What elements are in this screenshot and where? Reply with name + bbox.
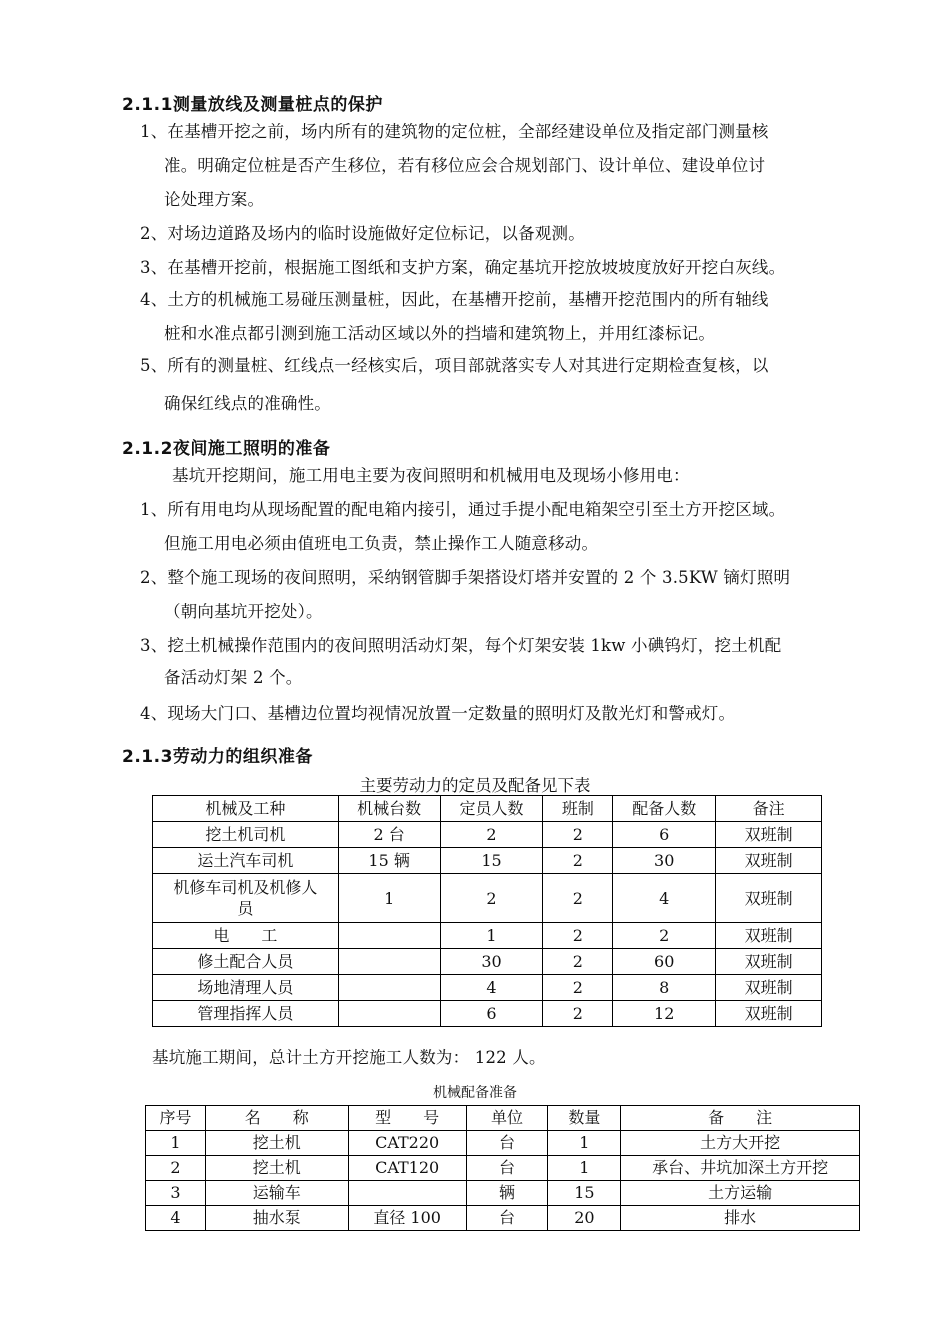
table-cell: 电 工	[153, 923, 339, 949]
table-cell: 1	[548, 1156, 621, 1181]
table-cell	[338, 975, 440, 1001]
table-header-cell: 序号	[146, 1106, 206, 1131]
machine-table	[145, 1105, 860, 1231]
section-heading-2-1-2: 2.1.2夜间施工照明的准备	[122, 439, 331, 459]
table-header-cell: 备注	[716, 796, 822, 822]
table-cell: 2	[613, 923, 716, 949]
table-cell: 6	[613, 822, 716, 848]
table-cell: 1	[146, 1131, 206, 1156]
table-cell: 双班制	[716, 822, 822, 848]
table-header-cell: 机械及工种	[153, 796, 339, 822]
table-row	[146, 1131, 860, 1156]
table-cell: 1	[548, 1131, 621, 1156]
table-row	[146, 1181, 860, 1206]
table-cell: 土方大开挖	[621, 1131, 860, 1156]
table-header-cell: 班制	[543, 796, 613, 822]
table-cell: 2	[543, 874, 613, 923]
table-cell: 2	[543, 848, 613, 874]
table-row	[153, 848, 822, 874]
paragraph-line: 2、对场边道路及场内的临时设施做好定位标记，以备观测。	[140, 224, 585, 243]
table-cell: 台	[466, 1156, 548, 1181]
table-cell	[338, 949, 440, 975]
table-cell: 4	[146, 1206, 206, 1231]
table-cell: 挖土机	[205, 1131, 348, 1156]
table-row	[146, 1156, 860, 1181]
table-cell: 6	[440, 1001, 543, 1027]
table-cell: 2	[543, 949, 613, 975]
table-header-cell: 定员人数	[440, 796, 543, 822]
table-cell: 台	[466, 1206, 548, 1231]
table-cell: 辆	[466, 1181, 548, 1206]
table-header-cell: 单位	[466, 1106, 548, 1131]
paragraph-line: 准。明确定位桩是否产生移位，若有移位应会合规划部门、设计单位、建设单位讨	[164, 156, 766, 175]
paragraph-line: （朝向基坑开挖处）。	[164, 602, 323, 621]
table-row	[153, 1001, 822, 1027]
paragraph-line: 但施工用电必须由值班电工负责，禁止操作工人随意移动。	[164, 534, 599, 553]
paragraph-line: 桩和水准点都引测到施工活动区域以外的挡墙和建筑物上，并用红漆标记。	[164, 324, 716, 343]
table-cell: 15	[440, 848, 543, 874]
table-cell: 2	[543, 1001, 613, 1027]
table-header-cell: 机械台数	[338, 796, 440, 822]
table-cell: CAT220	[348, 1131, 466, 1156]
paragraph-line: 1、所有用电均从现场配置的配电箱内接引，通过手提小配电箱架空引至土方开挖区域。	[140, 500, 786, 519]
table-cell: 12	[613, 1001, 716, 1027]
table-cell: 双班制	[716, 874, 822, 923]
table-cell: 2	[543, 923, 613, 949]
paragraph-line: 2、整个施工现场的夜间照明，采纳钢管脚手架搭设灯塔并安置的 2 个 3.5KW 镝灯照明	[140, 568, 791, 587]
table-cell: 双班制	[716, 848, 822, 874]
section-heading-2-1-3: 2.1.3劳动力的组织准备	[122, 747, 313, 767]
table-cell	[348, 1181, 466, 1206]
table-row	[153, 822, 822, 848]
table-header-cell: 数量	[548, 1106, 621, 1131]
table-cell: 台	[466, 1131, 548, 1156]
table-cell: 运输车	[205, 1181, 348, 1206]
table-cell	[338, 1001, 440, 1027]
paragraph-line: 5、所有的测量桩、红线点一经核实后，项目部就落实专人对其进行定期检查复核，以	[140, 356, 769, 375]
table-cell: 15 辆	[338, 848, 440, 874]
table-cell: 1	[440, 923, 543, 949]
table-header-cell: 名 称	[205, 1106, 348, 1131]
paragraph-line: 3、挖土机械操作范围内的夜间照明活动灯架，每个灯架安装 1kw 小碘钨灯，挖土机配	[140, 636, 782, 655]
table-cell: 机修车司机及机修人员	[153, 874, 339, 923]
table-cell: 30	[440, 949, 543, 975]
table-cell: 15	[548, 1181, 621, 1206]
paragraph-line: 1、在基槽开挖之前，场内所有的建筑物的定位桩，全部经建设单位及指定部门测量核	[140, 122, 769, 141]
paragraph-line: 3、在基槽开挖前，根据施工图纸和支护方案，确定基坑开挖放坡坡度放好开挖白灰线。	[140, 258, 786, 277]
table-cell: 60	[613, 949, 716, 975]
table-header-row	[153, 796, 822, 822]
table-header-cell: 配备人数	[613, 796, 716, 822]
table-cell: 承台、井坑加深土方开挖	[621, 1156, 860, 1181]
table-cell: 2	[146, 1156, 206, 1181]
table-cell: 2	[440, 874, 543, 923]
table-cell: 运土汽车司机	[153, 848, 339, 874]
total-workers-text: 基坑施工期间，总计土方开挖施工人数为： 122 人。	[152, 1048, 546, 1067]
table-row	[146, 1206, 860, 1231]
table-cell: 双班制	[716, 975, 822, 1001]
table-cell: 双班制	[716, 1001, 822, 1027]
table-cell: 4	[440, 975, 543, 1001]
table-cell: 1	[338, 874, 440, 923]
labor-table	[152, 795, 822, 1027]
table-cell: CAT120	[348, 1156, 466, 1181]
table-cell: 修土配合人员	[153, 949, 339, 975]
machine-table-caption: 机械配备准备	[433, 1085, 517, 1101]
table-cell: 双班制	[716, 949, 822, 975]
table-row	[153, 923, 822, 949]
table-cell: 2	[543, 975, 613, 1001]
section-heading-2-1-1: 2.1.1测量放线及测量桩点的保护	[122, 95, 383, 115]
table-cell: 土方运输	[621, 1181, 860, 1206]
labor-table-caption: 主要劳动力的定员及配备见下表	[359, 776, 591, 795]
table-cell: 抽水泵	[205, 1206, 348, 1231]
table-cell: 挖土机司机	[153, 822, 339, 848]
table-header-cell: 备 注	[621, 1106, 860, 1131]
table-cell: 8	[613, 975, 716, 1001]
table-cell: 场地清理人员	[153, 975, 339, 1001]
table-row	[153, 975, 822, 1001]
table-cell: 2 台	[338, 822, 440, 848]
table-cell: 管理指挥人员	[153, 1001, 339, 1027]
paragraph-line: 4、现场大门口、基槽边位置均视情况放置一定数量的照明灯及散光灯和警戒灯。	[140, 704, 736, 723]
table-cell	[338, 923, 440, 949]
paragraph-line: 论处理方案。	[164, 190, 265, 209]
table-cell: 20	[548, 1206, 621, 1231]
paragraph-line: 备活动灯架 2 个。	[164, 668, 303, 687]
paragraph-line: 4、土方的机械施工易碰压测量桩，因此，在基槽开挖前，基槽开挖范围内的所有轴线	[140, 290, 769, 309]
table-cell: 30	[613, 848, 716, 874]
paragraph-line: 基坑开挖期间，施工用电主要为夜间照明和机械用电及现场小修用电：	[172, 466, 690, 485]
paragraph-line: 确保红线点的准确性。	[164, 394, 331, 413]
table-cell: 2	[440, 822, 543, 848]
table-cell: 2	[543, 822, 613, 848]
table-cell: 双班制	[716, 923, 822, 949]
table-header-cell: 型 号	[348, 1106, 466, 1131]
table-header-row	[146, 1106, 860, 1131]
table-cell: 3	[146, 1181, 206, 1206]
table-cell: 直径 100	[348, 1206, 466, 1231]
table-row	[153, 874, 822, 923]
table-cell: 排水	[621, 1206, 860, 1231]
table-cell: 4	[613, 874, 716, 923]
table-row	[153, 949, 822, 975]
table-cell: 挖土机	[205, 1156, 348, 1181]
